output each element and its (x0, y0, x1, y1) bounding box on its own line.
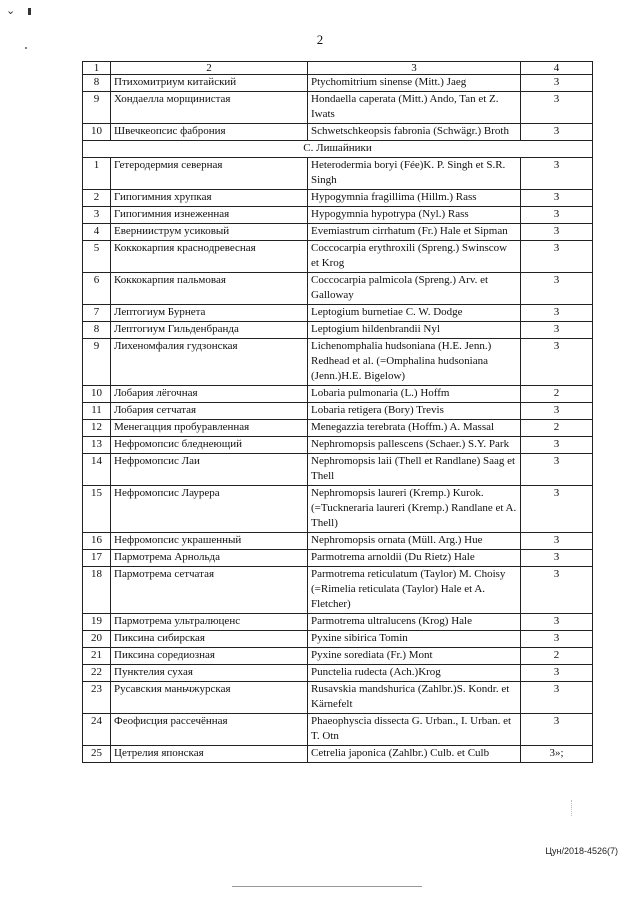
table-row (83, 420, 593, 437)
latin-name: Nephromopsis pallescens (Schaer.) S.Y. Park (308, 437, 521, 454)
table-row (83, 207, 593, 224)
category: 3 (521, 486, 593, 533)
bottom-rule (232, 886, 422, 887)
latin-name: Pyxine sibirica Tomin (308, 631, 521, 648)
russian-name: Цетрелия японская (111, 746, 308, 763)
row-number: 18 (83, 567, 111, 614)
row-number: 4 (83, 224, 111, 241)
row-number: 24 (83, 714, 111, 746)
table-row (83, 533, 593, 550)
category: 3 (521, 714, 593, 746)
latin-name: Phaeophyscia dissecta G. Urban., I. Urban. et T. Otn (308, 714, 521, 746)
category: 3 (521, 273, 593, 305)
table-row (83, 746, 593, 763)
table-row (83, 454, 593, 486)
category: 2 (521, 648, 593, 665)
latin-name: Parmotrema reticulatum (Taylor) M. Choisy (=Rimelia reticulata (Taylor) Hale et A. Fletcher) (308, 567, 521, 614)
table-row (83, 386, 593, 403)
latin-name: Hypogymnia fragillima (Hillm.) Rass (308, 190, 521, 207)
russian-name: Нефромопсис бледнеющий (111, 437, 308, 454)
footer-code: Цун/2018-4526(7) (545, 846, 618, 856)
row-number: 8 (83, 75, 111, 92)
section-row (83, 141, 593, 158)
latin-name: Punctelia rudecta (Ach.)Krog (308, 665, 521, 682)
russian-name: Менегацция пробуравленная (111, 420, 308, 437)
row-number: 15 (83, 486, 111, 533)
species-table (82, 61, 593, 763)
table-row (83, 124, 593, 141)
latin-name: Evemiastrum cirrhatum (Fr.) Hale et Sipman (308, 224, 521, 241)
russian-name: Коккокарпия пальмовая (111, 273, 308, 305)
table-row (83, 92, 593, 124)
table-row (83, 241, 593, 273)
category: 3 (521, 92, 593, 124)
table-row (83, 305, 593, 322)
row-number: 13 (83, 437, 111, 454)
category: 3 (521, 339, 593, 386)
russian-name: Русавския маньчжурская (111, 682, 308, 714)
table-row (83, 486, 593, 533)
latin-name: Cetrelia japonica (Zahlbr.) Culb. et Culb (308, 746, 521, 763)
table-row (83, 714, 593, 746)
russian-name: Птихомитриум китайский (111, 75, 308, 92)
row-number: 6 (83, 273, 111, 305)
table-row (83, 631, 593, 648)
row-number: 5 (83, 241, 111, 273)
scan-mark-arrow: ⌄ (6, 5, 16, 17)
table-row (83, 682, 593, 714)
russian-name: Лобария лёгочная (111, 386, 308, 403)
row-number: 23 (83, 682, 111, 714)
russian-name: Пармотрема Арнольда (111, 550, 308, 567)
row-number: 22 (83, 665, 111, 682)
row-number: 20 (83, 631, 111, 648)
page-number: 2 (316, 32, 324, 47)
row-number: 11 (83, 403, 111, 420)
category: 3 (521, 403, 593, 420)
russian-name: Гипогимния изнеженная (111, 207, 308, 224)
category: 3 (521, 454, 593, 486)
category: 3»; (521, 746, 593, 763)
row-number: 14 (83, 454, 111, 486)
column-number-1: 1 (83, 62, 111, 75)
latin-name: Ptychomitrium sinense (Mitt.) Jaeg (308, 75, 521, 92)
category: 3 (521, 190, 593, 207)
row-number: 3 (83, 207, 111, 224)
table-row (83, 75, 593, 92)
category: 3 (521, 224, 593, 241)
category: 3 (521, 682, 593, 714)
category: 3 (521, 322, 593, 339)
latin-name: Lichenomphalia hudsoniana (H.E. Jenn.) Redhead et al. (=Omphalina hudsoniana (Jenn.)H.E. Bigelow) (308, 339, 521, 386)
category: 3 (521, 158, 593, 190)
category: 3 (521, 75, 593, 92)
table-row (83, 273, 593, 305)
category: 3 (521, 631, 593, 648)
column-number-row (83, 62, 593, 75)
latin-name: Coccocarpia erythroxili (Spreng.) Swinscow et Krog (308, 241, 521, 273)
russian-name: Швечкеопсис фаброния (111, 124, 308, 141)
row-number: 9 (83, 92, 111, 124)
latin-name: Menegazzia terebrata (Hoffm.) A. Massal (308, 420, 521, 437)
russian-name: Феофисция рассечённая (111, 714, 308, 746)
category: 3 (521, 305, 593, 322)
latin-name: Hypogymnia hypotrypa (Nyl.) Rass (308, 207, 521, 224)
russian-name: Пармотрема ультралюценс (111, 614, 308, 631)
russian-name: Пармотрема сетчатая (111, 567, 308, 614)
section-title: С. Лишайники (83, 141, 593, 158)
category: 3 (521, 665, 593, 682)
russian-name: Нефромопсис украшенный (111, 533, 308, 550)
russian-name: Пиксина сибирская (111, 631, 308, 648)
category: 2 (521, 386, 593, 403)
table-row (83, 158, 593, 190)
row-number: 8 (83, 322, 111, 339)
column-number-4: 4 (521, 62, 593, 75)
table-row (83, 339, 593, 386)
table-row (83, 665, 593, 682)
latin-name: Lobaria retigera (Bory) Trevis (308, 403, 521, 420)
row-number: 10 (83, 386, 111, 403)
table-row (83, 403, 593, 420)
column-number-2: 2 (111, 62, 308, 75)
latin-name: Coccocarpia palmicola (Spreng.) Arv. et Galloway (308, 273, 521, 305)
margin-dots (571, 800, 573, 816)
table-row (83, 190, 593, 207)
russian-name: Лобария сетчатая (111, 403, 308, 420)
category: 3 (521, 207, 593, 224)
table-row (83, 322, 593, 339)
latin-name: Leptogium burnetiae C. W. Dodge (308, 305, 521, 322)
russian-name: Гипогимния хрупкая (111, 190, 308, 207)
russian-name: Нефромопсис Лаи (111, 454, 308, 486)
row-number: 1 (83, 158, 111, 190)
latin-name: Nephromopsis ornata (Müll. Arg.) Hue (308, 533, 521, 550)
category: 3 (521, 533, 593, 550)
russian-name: Лептогиум Гильденбранда (111, 322, 308, 339)
latin-name: Nephromopsis laureri (Kremp.) Kurok. (=Tuckneraria laureri (Kremp.) Randlane et A. Thell) (308, 486, 521, 533)
row-number: 7 (83, 305, 111, 322)
latin-name: Rusavskia mandshurica (Zahlbr.)S. Kondr. et Kärnefelt (308, 682, 521, 714)
latin-name: Parmotrema ultralucens (Krog) Hale (308, 614, 521, 631)
russian-name: Евернииструм усиковый (111, 224, 308, 241)
row-number: 21 (83, 648, 111, 665)
row-number: 2 (83, 190, 111, 207)
table-row (83, 437, 593, 454)
species-table-body (83, 62, 593, 763)
row-number: 19 (83, 614, 111, 631)
latin-name: Hondaella caperata (Mitt.) Ando, Tan et Z. Iwats (308, 92, 521, 124)
category: 3 (521, 241, 593, 273)
category: 3 (521, 437, 593, 454)
row-number: 10 (83, 124, 111, 141)
russian-name: Лептогиум Бурнета (111, 305, 308, 322)
table-row (83, 648, 593, 665)
latin-name: Nephromopsis laii (Thell et Randlane) Saag et Thell (308, 454, 521, 486)
row-number: 9 (83, 339, 111, 386)
latin-name: Pyxine sorediata (Fr.) Mont (308, 648, 521, 665)
category: 3 (521, 124, 593, 141)
latin-name: Schwetschkeopsis fabronia (Schwägr.) Broth (308, 124, 521, 141)
row-number: 25 (83, 746, 111, 763)
category: 2 (521, 420, 593, 437)
category: 3 (521, 550, 593, 567)
table-row (83, 224, 593, 241)
category: 3 (521, 567, 593, 614)
row-number: 12 (83, 420, 111, 437)
russian-name: Хондаелла морщинистая (111, 92, 308, 124)
table-row (83, 550, 593, 567)
table-row (83, 614, 593, 631)
column-number-3: 3 (308, 62, 521, 75)
russian-name: Пунктелия сухая (111, 665, 308, 682)
category: 3 (521, 614, 593, 631)
russian-name: Нефромопсис Лаурера (111, 486, 308, 533)
russian-name: Лихеномфалия гудзонская (111, 339, 308, 386)
row-number: 17 (83, 550, 111, 567)
latin-name: Heterodermia boryi (Fée)K. P. Singh et S.R. Singh (308, 158, 521, 190)
row-number: 16 (83, 533, 111, 550)
table-row (83, 567, 593, 614)
latin-name: Lobaria pulmonaria (L.) Hoffm (308, 386, 521, 403)
scan-mark-tick (28, 8, 31, 15)
latin-name: Leptogium hildenbrandii Nyl (308, 322, 521, 339)
latin-name: Parmotrema arnoldii (Du Rietz) Hale (308, 550, 521, 567)
russian-name: Гетеродермия северная (111, 158, 308, 190)
russian-name: Коккокарпия краснодревесная (111, 241, 308, 273)
russian-name: Пиксина соредиозная (111, 648, 308, 665)
